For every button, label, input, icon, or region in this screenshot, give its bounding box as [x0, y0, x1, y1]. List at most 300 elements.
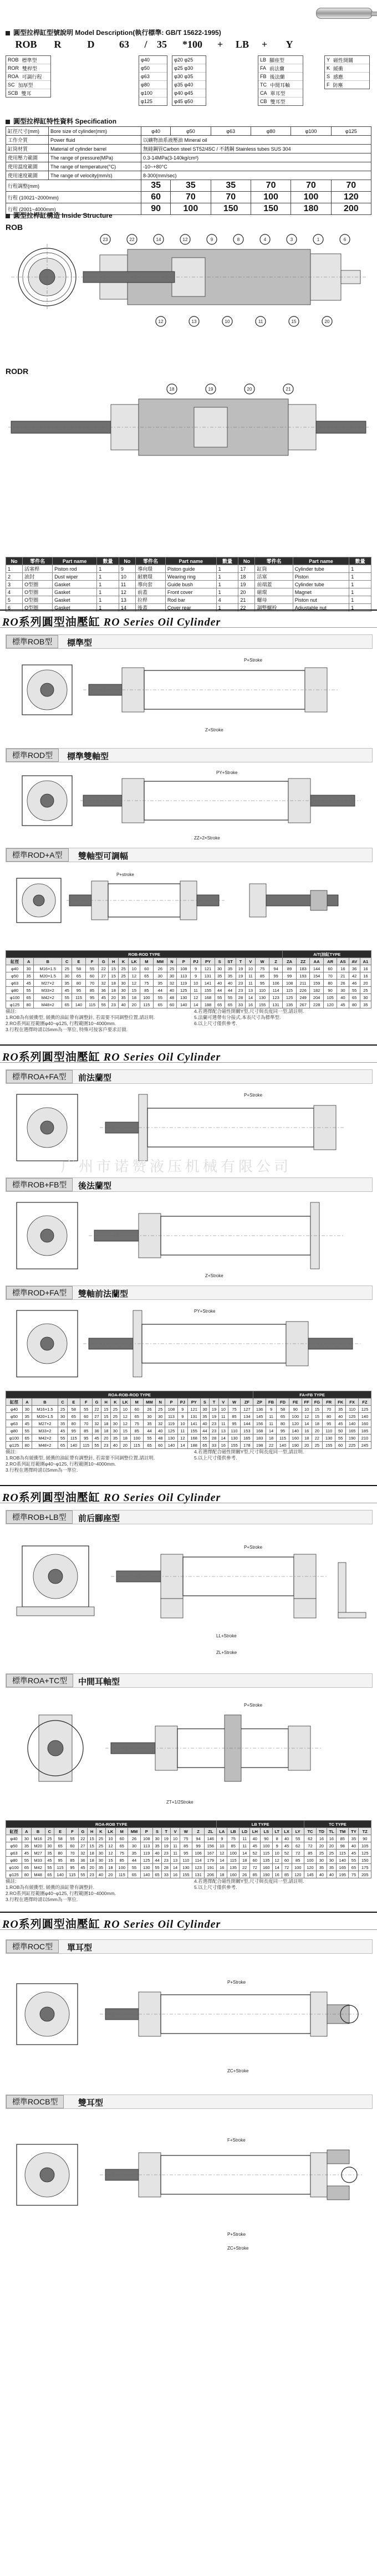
- dim-cell: 12: [177, 1435, 187, 1442]
- dim-cell: 23: [162, 1857, 171, 1864]
- dim-cell: 10: [105, 1835, 116, 1842]
- dim-cell: 226: [296, 987, 310, 994]
- dim-cell: 40: [249, 1835, 260, 1842]
- bullet-icon: [6, 120, 10, 124]
- dim-cell: 52: [249, 1850, 260, 1857]
- dim-cell: φ100: [6, 1864, 22, 1871]
- parts-cell: 12: [119, 588, 135, 596]
- spec-label-en: Material of cylinder barrel: [49, 145, 141, 153]
- code-value: φ45 φ50: [174, 99, 193, 104]
- spec-value: 0.3-14MPa(3-140kg/cm²): [141, 153, 371, 162]
- dim-cell: 60: [335, 1442, 346, 1449]
- dim-header-cell: MM: [143, 1399, 156, 1406]
- dim-cell: 35: [215, 972, 225, 980]
- code-key: SC: [8, 82, 15, 88]
- order-code-part: LB: [235, 39, 249, 50]
- dim-cell: 65: [22, 1864, 31, 1871]
- dim-cell: 168: [253, 1427, 266, 1435]
- dim-cell: 30: [96, 1850, 105, 1857]
- spec-title: [6, 116, 116, 126]
- dim-cell: 25: [156, 1406, 165, 1413]
- dim-cell: 44: [152, 1857, 161, 1864]
- dim-header-cell: PJ: [190, 958, 201, 965]
- table1-note-right: 4.若選擇配合磁性開關Y型,尺寸與長度同一型,請註明. 5.法蘭可選帶有分接式,本表尺寸為標準型. 6.以上尺寸僅供參考.: [194, 1008, 304, 1026]
- dim-cell: 15: [105, 1857, 116, 1864]
- dim-cell: 30: [96, 1857, 105, 1864]
- dim-cell: 35: [225, 965, 236, 972]
- dim-cell: 25: [317, 1850, 327, 1857]
- dim-cell: 25: [167, 965, 177, 972]
- dim-header-cell: H: [101, 1399, 111, 1406]
- dim-header-cell: K: [96, 1828, 105, 1835]
- dim-cell: 10: [246, 965, 256, 972]
- dim-cell: 130: [180, 1864, 192, 1871]
- dim-cell: 127: [241, 1406, 253, 1413]
- dimension-table-1: [6, 950, 371, 1008]
- dim-header-cell: LK: [105, 1828, 116, 1835]
- dim-cell: 55: [58, 1435, 68, 1442]
- dim-cell: 155: [201, 987, 215, 994]
- dim-cell: 15: [120, 1427, 130, 1435]
- parts-cell: O型圈: [23, 588, 53, 596]
- dim-cell: 16: [246, 1001, 256, 1008]
- dim-cell: 15: [88, 1842, 96, 1850]
- dim-cell: 40: [111, 1442, 120, 1449]
- dim-row: [6, 1427, 371, 1435]
- parts-cell: 螺母: [255, 596, 293, 604]
- dim-cell: 30: [62, 972, 72, 980]
- series-prefix: RO: [2, 1051, 19, 1063]
- dim-cell: 45: [62, 987, 72, 994]
- dim-cell: 10: [129, 965, 140, 972]
- dim-cell: 28: [210, 1435, 219, 1442]
- dim-cell: 19: [236, 972, 246, 980]
- dim-cell: 35: [45, 1850, 54, 1857]
- dim-cell: 33: [210, 1442, 219, 1449]
- dim-cell: 72: [282, 1864, 292, 1871]
- dim-cell: 11: [190, 987, 201, 994]
- dim-cell: M33: [31, 1857, 45, 1864]
- dim-cell: 26: [154, 965, 167, 972]
- dim-header-cell: T: [236, 958, 246, 965]
- dim-cell: 65: [349, 994, 360, 1001]
- dim-header-cell: ZA: [283, 958, 297, 965]
- dim-cell: 15: [88, 1835, 96, 1842]
- parts-cell: 1: [97, 565, 119, 573]
- dim-cell: 125: [359, 1850, 371, 1857]
- parts-header-cell: Part name: [165, 557, 216, 565]
- dim-cell: 140: [67, 1442, 80, 1449]
- table1-title-right: A/T(油缸TYPE: [283, 951, 371, 958]
- dim-cell: 40: [349, 1842, 359, 1850]
- dim-cell: φ50: [6, 1842, 22, 1850]
- dim-cell: 70: [85, 980, 99, 987]
- dim-p-stroke: P+Stroke: [227, 1980, 246, 1985]
- dim-cell: 18: [266, 1435, 277, 1442]
- dim-cell: 50: [335, 1427, 346, 1435]
- dim-cell: 72: [304, 1842, 316, 1850]
- parts-header-cell: No: [6, 557, 23, 565]
- dim-cell: 90: [289, 1406, 302, 1413]
- model-description-title: [6, 28, 221, 37]
- dim-header-cell: FG: [312, 1399, 323, 1406]
- series-cn: 系列圓型油壓缸: [18, 1918, 100, 1930]
- parts-cell: Piston guide: [165, 565, 216, 573]
- dim-cell: 140: [358, 1413, 371, 1420]
- parts-cell: 1: [216, 581, 238, 588]
- part-balloon-number: 6: [343, 237, 347, 242]
- dim-cell: 40: [119, 1001, 129, 1008]
- dim-row: [6, 1442, 371, 1449]
- dim-row: [6, 1001, 371, 1008]
- table1-title-left: ROB-ROD TYPE: [6, 951, 283, 958]
- dim-cell: 110: [346, 1406, 359, 1413]
- spec-row: [6, 145, 371, 153]
- dim-cell: φ63: [6, 1420, 23, 1427]
- dim-cell: 12: [302, 1413, 312, 1420]
- stroke-value: 90: [141, 203, 171, 215]
- model-std-label: 標準ROA+TC型: [6, 1674, 73, 1687]
- dim-header-cell: C: [58, 1399, 68, 1406]
- parts-cell: 1: [216, 573, 238, 581]
- dim-cell: 16: [302, 1427, 312, 1435]
- dim-cell: 30: [111, 1420, 120, 1427]
- dim-cell: 44: [128, 1857, 140, 1864]
- model-std-label: 標準ROD+FA型: [6, 1286, 73, 1299]
- dim-cell: 35: [111, 1435, 120, 1442]
- model-name: 單耳型: [67, 1943, 93, 1953]
- dim-cell: 99: [269, 972, 283, 980]
- dim-cell: 159: [310, 980, 324, 987]
- rob-drawing: [6, 654, 371, 742]
- dim-cell: 90: [359, 1835, 371, 1842]
- part-balloon-number: 14: [156, 237, 161, 242]
- dim-header-cell: TC: [304, 1828, 316, 1835]
- dim-cell: 15: [109, 965, 119, 972]
- dim-cell: 114: [269, 987, 283, 994]
- dim-cell: 60: [249, 1857, 260, 1864]
- spec-value: 8-300(mm/sec): [141, 171, 371, 180]
- dim-cell: 16: [171, 1871, 180, 1878]
- dim-header-cell: FE: [289, 1399, 302, 1406]
- dim-cell: 119: [165, 1420, 178, 1427]
- dim-cell: 65: [200, 1442, 210, 1449]
- cylinder-photo: [6, 3, 371, 20]
- dim-cell: 95: [256, 980, 269, 987]
- parts-cell: Cover rear: [165, 604, 216, 612]
- dim-cell: 65: [67, 1413, 80, 1420]
- dim-cell: 11: [171, 1850, 180, 1857]
- dim-cell: 25: [327, 1850, 336, 1857]
- dim-cell: 40: [327, 1871, 336, 1878]
- model-name: 標準雙軸型: [67, 752, 109, 761]
- dim-cell: 9: [177, 1413, 187, 1420]
- dim-cell: 121: [201, 965, 215, 972]
- spec-value: 以礦物油系液壓油 Mineral oil: [141, 136, 371, 145]
- dim-cell: 44: [215, 987, 225, 994]
- dim-cell: 205: [359, 1871, 371, 1878]
- dim-cell: 40: [156, 1427, 165, 1435]
- code-value: φ80: [141, 82, 150, 88]
- dim-cell: 32: [78, 1850, 87, 1857]
- parts-cell: Piston rod: [53, 565, 97, 573]
- dim-cell: 85: [67, 1857, 78, 1864]
- dim-cell: 11: [171, 1842, 180, 1850]
- dim-header-cell: 缸徑: [6, 1828, 22, 1835]
- parts-row: [6, 573, 371, 581]
- dim-cell: 110: [323, 1427, 335, 1435]
- spec-label-en: Power fluid: [49, 136, 141, 145]
- dim-cell: 140: [54, 1871, 67, 1878]
- code-value: 腳座型: [269, 57, 285, 63]
- dim-cell: 40: [335, 1413, 346, 1420]
- dim-header-cell: FF: [302, 1399, 312, 1406]
- parts-header-cell: 零件名: [135, 557, 165, 565]
- dim-cell: φ63: [6, 980, 24, 987]
- model-std-label: 標準ROD型: [6, 749, 59, 762]
- dim-cell: 12: [190, 994, 201, 1001]
- dim-cell: M42×2: [34, 994, 62, 1001]
- structure-title: [6, 211, 113, 220]
- dim-cell: 160: [289, 1435, 302, 1442]
- dim-header-cell: H: [88, 1828, 96, 1835]
- bullet-icon: [6, 31, 10, 35]
- dim-cell: 18: [129, 994, 140, 1001]
- parts-header-cell: 數量: [216, 557, 238, 565]
- dim-cell: 55: [22, 1427, 32, 1435]
- dim-cell: 65: [143, 1442, 156, 1449]
- dim-cell: 55: [24, 987, 34, 994]
- dim-cell: 10: [217, 1842, 227, 1850]
- dim-cell: 11: [246, 980, 256, 987]
- dim-cell: 35: [152, 1842, 161, 1850]
- dim-row: [6, 987, 371, 994]
- order-code-part: Y: [286, 39, 293, 50]
- parts-cell: Adjustable nut: [293, 604, 349, 612]
- dim-cell: 113: [140, 1842, 152, 1850]
- parts-cell: 5: [6, 596, 23, 604]
- dim-cell: 130: [228, 1435, 241, 1442]
- dim-header-cell: B: [32, 1399, 58, 1406]
- dim-header-cell: TM: [337, 1828, 349, 1835]
- dim-cell: 206: [205, 1871, 217, 1878]
- code-box-type: [6, 55, 51, 98]
- dim-cell: 30: [156, 1413, 165, 1420]
- dim-cell: 62: [292, 1842, 304, 1850]
- spec-title-text: 圓型拉桿缸特性資料 Specification: [13, 117, 117, 125]
- model-rocb: [6, 2094, 373, 2109]
- dim-cell: 12: [120, 1420, 130, 1427]
- dim-cell: 188: [201, 1001, 215, 1008]
- dim-cell: 10: [171, 1835, 180, 1842]
- dim-cell: 22: [78, 1835, 87, 1842]
- dim-cell: 10: [218, 1406, 228, 1413]
- order-code-part: D: [87, 39, 95, 50]
- dim-cell: 35: [349, 1835, 359, 1842]
- dim-cell: 25: [111, 1406, 120, 1413]
- dim-cell: 10: [177, 1420, 187, 1427]
- dim-cell: 144: [310, 965, 324, 972]
- dim-cell: 95: [67, 1864, 78, 1871]
- dim-header-cell: TZ: [359, 1828, 371, 1835]
- stroke-value: 150: [211, 203, 251, 215]
- dim-cell: φ100: [6, 1435, 23, 1442]
- dim-header-cell: E: [72, 958, 86, 965]
- dim-cell: 45: [58, 1427, 68, 1435]
- dim-cell: 18: [120, 1435, 130, 1442]
- dim-cell: 32: [167, 980, 177, 987]
- parts-cell: 1: [6, 565, 23, 573]
- dim-cell: 23: [88, 1871, 96, 1878]
- dim-row: [6, 1864, 371, 1871]
- parts-cell: Gasket: [53, 581, 97, 588]
- order-code-part: *100: [182, 39, 202, 50]
- dim-cell: 60: [140, 965, 154, 972]
- parts-cell: 1: [349, 588, 371, 596]
- dim-py-stroke: PY+Stroke: [216, 770, 238, 775]
- dim-header-cell: P: [140, 1828, 152, 1835]
- dim-cell: 18: [240, 1857, 250, 1864]
- dim-cell: 165: [346, 1427, 359, 1435]
- code-value: 雙耳型: [270, 99, 286, 105]
- dim-cell: 156: [253, 1420, 266, 1427]
- parts-cell: 9: [119, 565, 135, 573]
- dim-p-stroke: P+Stroke: [227, 2232, 246, 2237]
- dim-header-cell: LX: [282, 1828, 292, 1835]
- dim-cell: 32: [92, 1420, 101, 1427]
- dim-cell: 190: [346, 1435, 359, 1442]
- dim-cell: 20: [312, 1427, 323, 1435]
- dim-cell: 20: [327, 1842, 336, 1850]
- dim-row: [6, 980, 371, 987]
- dim-header-cell: F: [67, 1828, 78, 1835]
- parts-cell: 1: [349, 604, 371, 612]
- dim-cell: 30: [119, 980, 129, 987]
- dim-cell: 30: [22, 1835, 31, 1842]
- dim-cell: 13: [246, 987, 256, 994]
- dim-cell: 58: [67, 1406, 80, 1413]
- dim-cell: 136: [253, 1406, 266, 1413]
- dim-cell: 94: [192, 1835, 204, 1842]
- model-rod: [6, 748, 373, 762]
- dim-cell: 10: [272, 1850, 282, 1857]
- dim-cell: 12: [129, 980, 140, 987]
- dim-cell: 21: [337, 972, 349, 980]
- dim-cell: 80: [22, 1442, 32, 1449]
- dim-cell: 55: [78, 1871, 87, 1878]
- dim-cell: 40: [337, 994, 349, 1001]
- dim-header-cell: LH: [249, 1828, 260, 1835]
- spec-value: 無縫鋼管Carbon steel ST52/45C / 不銹鋼 Stainless tubes SUS 304: [141, 145, 371, 153]
- dim-cell: 65: [130, 1413, 143, 1420]
- dim-cell: 135: [227, 1864, 240, 1871]
- roda-drawing: [6, 867, 371, 945]
- dim-cell: 33: [162, 1871, 171, 1878]
- parts-cell: 1: [216, 565, 238, 573]
- table2-title-right: FA+FB TYPE: [253, 1391, 371, 1399]
- dim-cell: 20: [317, 1842, 327, 1850]
- spec-table: [6, 126, 371, 215]
- part-balloon-number: 21: [286, 387, 291, 392]
- dim-cell: 95: [180, 1850, 192, 1857]
- model-rodfa: [6, 1286, 373, 1300]
- dim-cell: 11: [218, 1420, 228, 1427]
- dim-cell: 95: [67, 1427, 80, 1435]
- dim-cell: 125: [283, 994, 297, 1001]
- dim-cell: 55: [225, 994, 236, 1001]
- dim-cell: 55: [143, 1435, 156, 1442]
- dim-cell: M33×2: [32, 1427, 58, 1435]
- dim-cell: 167: [205, 1850, 217, 1857]
- series-header-4: [0, 1912, 377, 1930]
- dim-cell: 30: [317, 1857, 327, 1864]
- parts-cell: Cylinder tube: [293, 581, 349, 588]
- dim-cell: M42×2: [32, 1435, 58, 1442]
- model-rob: [6, 634, 373, 649]
- parts-cell: 前端蓋: [255, 581, 293, 588]
- spec-label-en: Bore size of cylinder(mm): [49, 127, 141, 136]
- dim-cell: 58: [54, 1835, 67, 1842]
- dim-cell: 89: [283, 965, 297, 972]
- dim-header-cell: C: [62, 958, 72, 965]
- dim-cell: 168: [201, 994, 215, 1001]
- parts-header-cell: 數量: [97, 557, 119, 565]
- parts-cell: 1: [216, 588, 238, 596]
- dim-cell: 18: [88, 1850, 96, 1857]
- dim-cell: 15: [312, 1406, 323, 1413]
- dim-cell: 155: [256, 1001, 269, 1008]
- dim-cell: 98: [337, 1842, 349, 1850]
- parts-header-cell: No: [119, 557, 135, 565]
- dim-cell: 20: [302, 1442, 312, 1449]
- dim-cell: 14: [246, 994, 256, 1001]
- dim-cell: 15: [312, 1413, 323, 1420]
- dim-cell: 155: [323, 1442, 335, 1449]
- parts-cell: 21: [238, 596, 255, 604]
- dim-cell: 45: [337, 1001, 349, 1008]
- dim-cell: 100: [227, 1850, 240, 1857]
- parts-cell: Front cover: [165, 588, 216, 596]
- dim-cell: 15: [109, 972, 119, 980]
- dim-cell: 10: [120, 1406, 130, 1413]
- dim-cell: 130: [165, 1435, 178, 1442]
- dim-cell: 110: [256, 987, 269, 994]
- dim-cell: 25: [58, 1406, 68, 1413]
- dim-cell: 18: [101, 1420, 111, 1427]
- dim-cell: 23: [236, 987, 246, 994]
- dim-cell: 19: [236, 965, 246, 972]
- order-code-part: ROB: [15, 39, 37, 50]
- dim-cell: 115: [67, 1435, 80, 1442]
- table3-note-left: 備註: 1.ROB為有緩衝型, 緩衝的油缸帶有調整針. 2.RO系列缸徑範圍φ40~φ125, 行程範圍10~4000mm. 3.行程在選擇時請以5mm為一單位.: [6, 1878, 116, 1902]
- dim-cell: 130: [177, 994, 191, 1001]
- model-roda: [6, 848, 373, 862]
- dim-cell: 62: [304, 1835, 316, 1842]
- dim-cell: 60: [116, 1835, 128, 1842]
- code-key: F: [327, 82, 330, 88]
- roblb-drawing: [6, 1529, 371, 1668]
- parts-row: [6, 588, 371, 596]
- code-value: φ35 φ40: [174, 82, 193, 88]
- dim-cell: 75: [140, 980, 154, 987]
- rob-label: ROB: [6, 223, 23, 232]
- code-value: 中間耳軸: [270, 82, 291, 88]
- dim-cell: 35: [360, 1001, 371, 1008]
- stroke-value: 35: [141, 180, 171, 192]
- dim-header-cell: V: [218, 1399, 228, 1406]
- parts-cell: 3: [6, 581, 23, 588]
- dim-cell: φ125: [6, 1442, 23, 1449]
